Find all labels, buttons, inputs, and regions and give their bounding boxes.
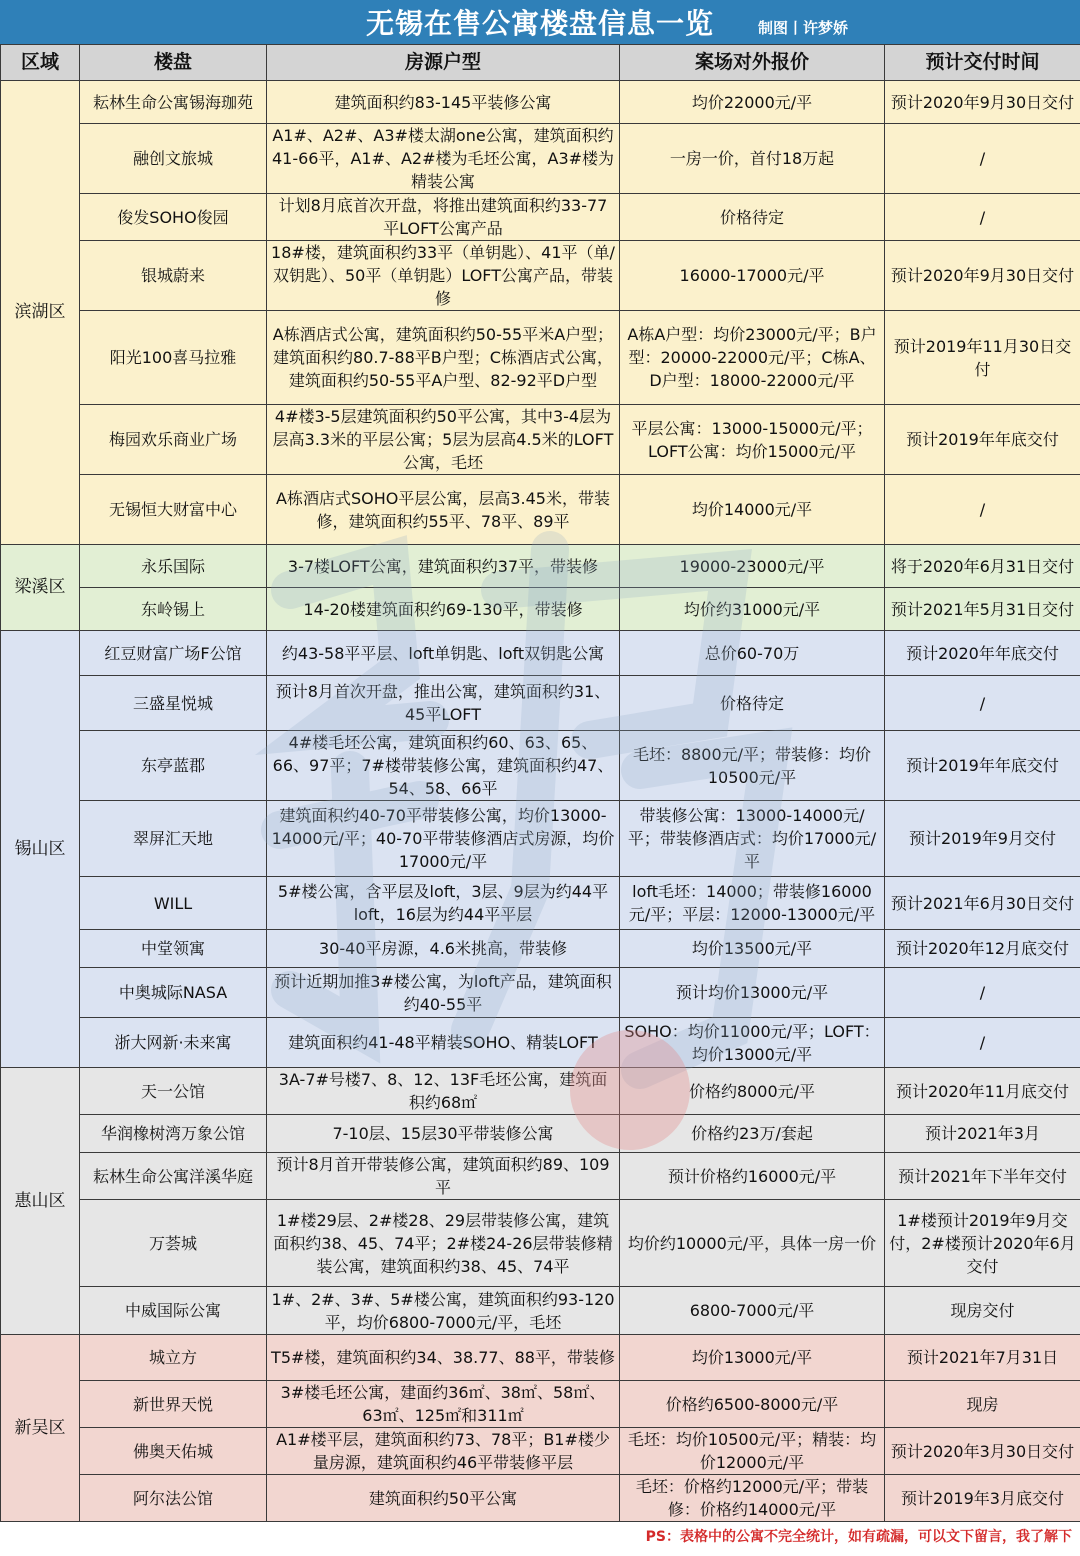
table-row [1, 475, 1080, 545]
delivery-cell: 1#楼预计2019年9月交付，2#楼预计2020年6月交付 [885, 1200, 1080, 1287]
table-row [1, 801, 1080, 877]
price-cell: loft毛坯：14000；带装修16000元/平；平层：12000-13000元/平 [620, 877, 885, 930]
column-header: 区域 [1, 45, 80, 81]
project-name-cell: 俊发SOHO俊园 [80, 194, 267, 241]
price-cell: 预计价格约16000元/平 [620, 1153, 885, 1200]
table-row [1, 81, 1080, 124]
project-name-cell: 新世界天悦 [80, 1381, 267, 1428]
unit-type-cell: 3#楼毛坯公寓，建面约36㎡、38㎡、58㎡、63㎡、125㎡和311㎡ [267, 1381, 620, 1428]
table-row [1, 405, 1080, 475]
delivery-cell: 现房交付 [885, 1287, 1080, 1335]
table-row [1, 1018, 1080, 1068]
delivery-cell: 预计2020年9月30日交付 [885, 81, 1080, 124]
unit-type-cell: T5#楼，建筑面积约34、38.77、88平，带装修 [267, 1335, 620, 1381]
delivery-cell: 预计2019年9月交付 [885, 801, 1080, 877]
delivery-cell: / [885, 475, 1080, 545]
table-row [1, 1335, 1080, 1381]
project-name-cell: 三盛星悦城 [80, 676, 267, 731]
table-row [1, 1068, 1080, 1115]
unit-type-cell: 预计8月首开带装修公寓，建筑面积约89、109平 [267, 1153, 620, 1200]
table-row [1, 968, 1080, 1018]
delivery-cell: 预计2020年9月30日交付 [885, 241, 1080, 311]
delivery-cell: / [885, 968, 1080, 1018]
apartment-table [0, 44, 1080, 1522]
price-cell: 均价14000元/平 [620, 475, 885, 545]
table-row [1, 930, 1080, 968]
page-title: 无锡在售公寓楼盘信息一览 [365, 7, 714, 40]
price-cell: 均价约10000元/平，具体一房一价 [620, 1200, 885, 1287]
delivery-cell: 预计2021年下半年交付 [885, 1153, 1080, 1200]
delivery-cell: 预计2021年6月30日交付 [885, 877, 1080, 930]
column-header: 预计交付时间 [885, 45, 1080, 81]
project-name-cell: 耘林生命公寓锡海珈苑 [80, 81, 267, 124]
delivery-cell: 预计2021年7月31日 [885, 1335, 1080, 1381]
project-name-cell: 阳光100喜马拉雅 [80, 311, 267, 405]
unit-type-cell: 3-7楼LOFT公寓，建筑面积约37平，带装修 [267, 545, 620, 588]
unit-type-cell: 约43-58平平层、loft单钥匙、loft双钥匙公寓 [267, 631, 620, 676]
price-cell: A栋A户型：均价23000元/平；B户型：20000-22000元/平；C栋A、D户型：18000-22000元/平 [620, 311, 885, 405]
unit-type-cell: 14-20楼建筑面积约69-130平，带装修 [267, 588, 620, 631]
delivery-cell: 现房 [885, 1381, 1080, 1428]
unit-type-cell: 1#、2#、3#、5#楼公寓，建筑面积约93-120平，均价6800-7000元/平，毛坯 [267, 1287, 620, 1335]
delivery-cell: 预计2019年3月底交付 [885, 1475, 1080, 1522]
price-cell: 带装修公寓：13000-14000元/平；带装修酒店式：均价17000元/平 [620, 801, 885, 877]
table-row [1, 588, 1080, 631]
unit-type-cell: 3A-7#号楼7、8、12、13F毛坯公寓，建筑面积约68㎡ [267, 1068, 620, 1115]
unit-type-cell: 建筑面积约40-70平带装修公寓，均价13000-14000元/平；40-70平带装修酒店式房源，均价17000元/平 [267, 801, 620, 877]
project-name-cell: 耘林生命公寓洋溪华庭 [80, 1153, 267, 1200]
price-cell: 均价13000元/平 [620, 1335, 885, 1381]
price-cell: 均价22000元/平 [620, 81, 885, 124]
unit-type-cell: A1#、A2#、A3#楼太湖one公寓，建筑面积约41-66平，A1#、A2#楼为毛坯公寓，A3#楼为精装公寓 [267, 124, 620, 194]
price-cell: 预计均价13000元/平 [620, 968, 885, 1018]
district-cell: 惠山区 [1, 1068, 80, 1335]
unit-type-cell: 预计近期加推3#楼公寓，为loft产品，建筑面积约40-55平 [267, 968, 620, 1018]
price-cell: 价格待定 [620, 194, 885, 241]
delivery-cell: 预计2019年11月30日交付 [885, 311, 1080, 405]
project-name-cell: 佛奥天佑城 [80, 1428, 267, 1475]
district-cell: 新吴区 [1, 1335, 80, 1522]
table-header-row [1, 45, 1080, 81]
project-name-cell: 浙大网新·未来寓 [80, 1018, 267, 1068]
price-cell: 均价13500元/平 [620, 930, 885, 968]
delivery-cell: 预计2019年年底交付 [885, 731, 1080, 801]
unit-type-cell: 30-40平房源，4.6米挑高，带装修 [267, 930, 620, 968]
delivery-cell: 预计2020年11月底交付 [885, 1068, 1080, 1115]
price-cell: 价格待定 [620, 676, 885, 731]
project-name-cell: 东岭锡上 [80, 588, 267, 631]
project-name-cell: 银城蔚来 [80, 241, 267, 311]
project-name-cell: 华润橡树湾万象公馆 [80, 1115, 267, 1153]
project-name-cell: 梅园欢乐商业广场 [80, 405, 267, 475]
table-row [1, 676, 1080, 731]
delivery-cell: / [885, 1018, 1080, 1068]
unit-type-cell: 计划8月底首次开盘，将推出建筑面积约33-77平LOFT公寓产品 [267, 194, 620, 241]
price-cell: 价格约8000元/平 [620, 1068, 885, 1115]
project-name-cell: 翠屏汇天地 [80, 801, 267, 877]
table-row [1, 311, 1080, 405]
unit-type-cell: 预计8月首次开盘，推出公寓，建筑面积约31、45平LOFT [267, 676, 620, 731]
chart-credit: 制图丨许梦娇 [758, 19, 849, 37]
table-row [1, 631, 1080, 676]
price-cell: 16000-17000元/平 [620, 241, 885, 311]
column-header: 案场对外报价 [620, 45, 885, 81]
price-cell: 毛坯：8800元/平；带装修：均价10500元/平 [620, 731, 885, 801]
unit-type-cell: A栋酒店式SOHO平层公寓，层高3.45米，带装修，建筑面积约55平、78平、89平 [267, 475, 620, 545]
footnote: PS：表格中的公寓不完全统计，如有疏漏，可以文下留言，我了解下 [645, 1529, 1072, 1545]
project-name-cell: 永乐国际 [80, 545, 267, 588]
project-name-cell: 东亭蓝郡 [80, 731, 267, 801]
delivery-cell: 预计2020年12月底交付 [885, 930, 1080, 968]
delivery-cell: 将于2020年6月31日交付 [885, 545, 1080, 588]
table-body [1, 81, 1080, 1522]
project-name-cell: 中奥城际NASA [80, 968, 267, 1018]
district-cell: 滨湖区 [1, 81, 80, 545]
price-cell: 毛坯：价格约12000元/平；带装修：价格约14000元/平 [620, 1475, 885, 1522]
price-cell: 平层公寓：13000-15000元/平；LOFT公寓：均价15000元/平 [620, 405, 885, 475]
unit-type-cell: 1#楼29层、2#楼28、29层带装修公寓，建筑面积约38、45、74平；2#楼24-26层带装修精装公寓，建筑面积约38、45、74平 [267, 1200, 620, 1287]
column-header: 房源户型 [267, 45, 620, 81]
project-name-cell: WILL [80, 877, 267, 930]
unit-type-cell: 4#楼毛坯公寓，建筑面积约60、63、65、66、97平；7#楼带装修公寓，建筑面积约47、54、58、66平 [267, 731, 620, 801]
table-row [1, 194, 1080, 241]
table-row [1, 124, 1080, 194]
price-cell: 19000-23000元/平 [620, 545, 885, 588]
price-cell: 均价约31000元/平 [620, 588, 885, 631]
district-cell: 梁溪区 [1, 545, 80, 631]
project-name-cell: 万荟城 [80, 1200, 267, 1287]
project-name-cell: 中威国际公寓 [80, 1287, 267, 1335]
table-row [1, 1153, 1080, 1200]
column-header: 楼盘 [80, 45, 267, 81]
unit-type-cell: 5#楼公寓，含平层及loft，3层、9层为约44平loft，16层为约44平平层 [267, 877, 620, 930]
table-row [1, 545, 1080, 588]
price-cell: 价格约23万/套起 [620, 1115, 885, 1153]
unit-type-cell: 建筑面积约50平公寓 [267, 1475, 620, 1522]
unit-type-cell: A栋酒店式公寓，建筑面积约50-55平米A户型；建筑面积约80.7-88平B户型；C栋酒店式公寓，建筑面积约50-55平A户型、82-92平D户型 [267, 311, 620, 405]
project-name-cell: 无锡恒大财富中心 [80, 475, 267, 545]
unit-type-cell: 7-10层、15层30平带装修公寓 [267, 1115, 620, 1153]
district-cell: 锡山区 [1, 631, 80, 1068]
project-name-cell: 融创文旅城 [80, 124, 267, 194]
unit-type-cell: 4#楼3-5层建筑面积约50平公寓，其中3-4层为层高3.3米的平层公寓；5层为层高4.5米的LOFT公寓，毛坯 [267, 405, 620, 475]
table-row [1, 1287, 1080, 1335]
project-name-cell: 城立方 [80, 1335, 267, 1381]
delivery-cell: / [885, 194, 1080, 241]
price-cell: SOHO：均价11000元/平；LOFT：均价13000元/平 [620, 1018, 885, 1068]
project-name-cell: 阿尔法公馆 [80, 1475, 267, 1522]
delivery-cell: 预计2019年年底交付 [885, 405, 1080, 475]
title-bar [0, 0, 1080, 44]
table-row [1, 877, 1080, 930]
delivery-cell: / [885, 676, 1080, 731]
unit-type-cell: 建筑面积约83-145平装修公寓 [267, 81, 620, 124]
unit-type-cell: 建筑面积约41-48平精装SOHO、精装LOFT [267, 1018, 620, 1068]
price-cell: 一房一价，首付18万起 [620, 124, 885, 194]
unit-type-cell: 18#楼，建筑面积约33平（单钥匙）、41平（单/双钥匙）、50平（单钥匙）LOFT公寓产品，带装修 [267, 241, 620, 311]
table-row [1, 1200, 1080, 1287]
price-cell: 价格约6500-8000元/平 [620, 1381, 885, 1428]
delivery-cell: 预计2020年3月30日交付 [885, 1428, 1080, 1475]
delivery-cell: 预计2021年5月31日交付 [885, 588, 1080, 631]
delivery-cell: 预计2020年年底交付 [885, 631, 1080, 676]
unit-type-cell: A1#楼平层，建筑面积约73、78平；B1#楼少量房源，建筑面积约46平带装修平层 [267, 1428, 620, 1475]
table-row [1, 241, 1080, 311]
price-cell: 毛坯：均价10500元/平；精装：均价12000元/平 [620, 1428, 885, 1475]
table-row [1, 1428, 1080, 1475]
table-row [1, 1115, 1080, 1153]
project-name-cell: 红豆财富广场F公馆 [80, 631, 267, 676]
price-cell: 总价60-70万 [620, 631, 885, 676]
table-row [1, 1381, 1080, 1428]
delivery-cell: / [885, 124, 1080, 194]
delivery-cell: 预计2021年3月 [885, 1115, 1080, 1153]
project-name-cell: 中堂领寓 [80, 930, 267, 968]
project-name-cell: 天一公馆 [80, 1068, 267, 1115]
price-cell: 6800-7000元/平 [620, 1287, 885, 1335]
table-row [1, 1475, 1080, 1522]
table-row [1, 731, 1080, 801]
